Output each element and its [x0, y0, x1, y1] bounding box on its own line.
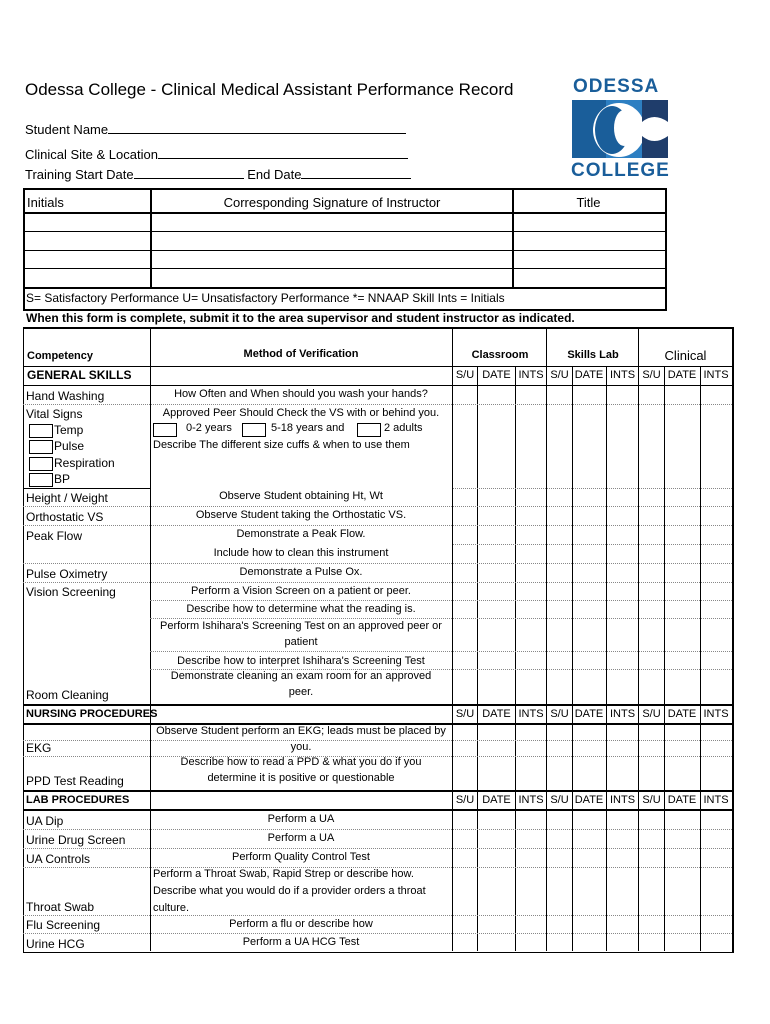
pulse-label: Pulse: [54, 439, 85, 453]
method-urine-hcg: Perform a UA HCG Test: [242, 936, 360, 948]
logo-bottom-text: COLLEGE: [571, 160, 670, 181]
ua-controls-label: UA Controls: [26, 852, 91, 866]
student-name-label: Student Name: [25, 122, 109, 137]
age-5-18-label: 5-18 years and: [271, 422, 345, 434]
height-weight-label: Height / Weight: [26, 491, 108, 505]
ints-label: INTS: [518, 794, 544, 806]
age-adults-checkbox[interactable]: [357, 423, 381, 437]
method-ua-dip: Perform a UA: [267, 813, 335, 825]
date-label: DATE: [667, 794, 697, 806]
ua-dip-label: UA Dip: [26, 814, 64, 828]
method-ppd-1: Describe how to read a PPD & what you do if you: [180, 756, 422, 768]
ints-label: INTS: [518, 708, 544, 720]
flu-label: Flu Screening: [26, 918, 101, 932]
method-vision-2: Describe how to determine what the reading is.: [186, 603, 416, 615]
method-room-1: Demonstrate cleaning an exam room for an approved: [170, 670, 432, 682]
su-label: S/U: [455, 369, 475, 381]
clinical-col-header: Clinical: [664, 348, 707, 363]
method-vision-3a: Perform Ishihara's Screening Test on an approved peer or: [160, 620, 442, 632]
nursing-header: NURSING PROCEDURES: [26, 708, 158, 720]
date-label: DATE: [482, 369, 511, 381]
ppd-label: PPD Test Reading: [26, 774, 124, 788]
method-ekg-2: you.: [290, 741, 312, 753]
clinical-site-label: Clinical Site & Location: [25, 147, 158, 162]
method-vision-3b: patient: [284, 636, 318, 648]
method-peak-flow: Demonstrate a Peak Flow.: [236, 528, 366, 540]
student-name-field[interactable]: [25, 121, 406, 137]
signature-header: Corresponding Signature of Instructor: [223, 195, 441, 210]
instruction-text: When this form is complete, submit it to the area supervisor and student instructor as indicated.: [26, 311, 575, 325]
su-label: S/U: [550, 708, 569, 720]
start-date-label: Training Start Date: [25, 167, 134, 182]
urine-hcg-label: Urine HCG: [26, 937, 85, 951]
temp-checkbox[interactable]: [29, 424, 53, 438]
orthostatic-label: Orthostatic VS: [26, 510, 104, 524]
skills-lab-col-header: Skills Lab: [567, 349, 619, 361]
method-room-2: peer.: [288, 686, 314, 698]
end-date-label: End Date: [247, 167, 302, 182]
ints-label: INTS: [609, 794, 636, 806]
method-throat-2: Describe what you would do if a provider orders a throat: [153, 885, 426, 897]
date-label: DATE: [574, 794, 604, 806]
method-flu: Perform a flu or describe how: [229, 918, 373, 930]
date-label: DATE: [667, 369, 697, 381]
classroom-col-header: Classroom: [471, 349, 529, 361]
su-label: S/U: [642, 794, 661, 806]
method-throat-1: Perform a Throat Swab, Rapid Strep or describe how.: [153, 868, 414, 880]
ints-label: INTS: [518, 369, 544, 381]
su-label: S/U: [455, 794, 475, 806]
su-label: S/U: [642, 708, 661, 720]
logo-graphic: [572, 100, 668, 160]
initials-header: Initials: [27, 195, 64, 210]
date-label: DATE: [482, 794, 511, 806]
method-vision-1: Perform a Vision Screen on a patient or peer.: [191, 585, 411, 597]
vision-label: Vision Screening: [26, 585, 116, 599]
method-height-weight: Observe Student obtaining Ht, Wt: [219, 490, 383, 502]
date-label: DATE: [482, 708, 511, 720]
su-label: S/U: [550, 369, 569, 381]
logo-top-text: ODESSA: [573, 76, 660, 97]
method-pulse-ox: Demonstrate a Pulse Ox.: [239, 566, 363, 578]
general-skills-header: GENERAL SKILLS: [27, 368, 132, 382]
method-ua-controls: Perform Quality Control Test: [232, 851, 370, 863]
vital-signs-label: Vital Signs: [26, 407, 83, 421]
urine-drug-label: Urine Drug Screen: [26, 833, 126, 847]
method-cuffs: Describe The different size cuffs & when to use them: [153, 439, 410, 451]
date-label: DATE: [574, 708, 604, 720]
legend-text: S= Satisfactory Performance U= Unsatisfactory Performance *= NNAAP Skill Ints = Initials: [26, 291, 505, 305]
method-vital-signs: Approved Peer Should Check the VS with or behind you.: [162, 407, 440, 419]
bp-label: BP: [54, 472, 71, 486]
ekg-label: EKG: [26, 741, 52, 755]
room-cleaning-label: Room Cleaning: [26, 688, 109, 702]
method-ekg-1: Observe Student perform an EKG; leads must be placed by: [156, 725, 446, 737]
ints-label: INTS: [609, 708, 636, 720]
age-0-2-checkbox[interactable]: [153, 423, 177, 437]
ints-label: INTS: [703, 708, 729, 720]
clinical-site-field[interactable]: [25, 146, 408, 162]
su-label: S/U: [550, 794, 569, 806]
respiration-checkbox[interactable]: [29, 457, 53, 471]
method-orthostatic: Observe Student taking the Orthostatic VS.: [195, 509, 407, 521]
throat-swab-label: Throat Swab: [26, 900, 95, 914]
hand-washing-label: Hand Washing: [26, 389, 105, 403]
pulse-ox-label: Pulse Oximetry: [26, 567, 108, 581]
peak-flow-label: Peak Flow: [26, 529, 83, 543]
method-col-header: Method of Verification: [243, 348, 359, 360]
date-label: DATE: [667, 708, 697, 720]
age-5-18-checkbox[interactable]: [242, 423, 266, 437]
method-vision-4: Describe how to interpret Ishihara's Screening Test: [177, 655, 425, 667]
su-label: S/U: [642, 369, 661, 381]
method-peak-flow-clean: Include how to clean this instrument: [213, 547, 389, 559]
ints-label: INTS: [703, 369, 729, 381]
temp-label: Temp: [54, 423, 84, 437]
title-header: Title: [576, 195, 601, 210]
lab-header: LAB PROCEDURES: [26, 794, 130, 806]
competency-col-header: Competency: [27, 350, 94, 362]
respiration-label: Respiration: [54, 456, 115, 470]
date-label: DATE: [574, 369, 604, 381]
bp-checkbox[interactable]: [29, 473, 53, 487]
training-dates-field[interactable]: [25, 166, 411, 182]
ints-label: INTS: [703, 794, 729, 806]
su-label: S/U: [455, 708, 475, 720]
page-title: Odessa College - Clinical Medical Assistant Performance Record: [25, 80, 514, 99]
method-urine-drug: Perform a UA: [267, 832, 335, 844]
method-throat-3: culture.: [153, 902, 190, 914]
method-ppd-2: determine it is positive or questionable: [207, 772, 395, 784]
age-0-2-label: 0-2 years: [186, 422, 232, 434]
method-hand-washing: How Often and When should you wash your hands?: [174, 388, 428, 400]
pulse-checkbox[interactable]: [29, 440, 53, 454]
age-adults-label: 2 adults: [384, 422, 423, 434]
ints-label: INTS: [609, 369, 636, 381]
